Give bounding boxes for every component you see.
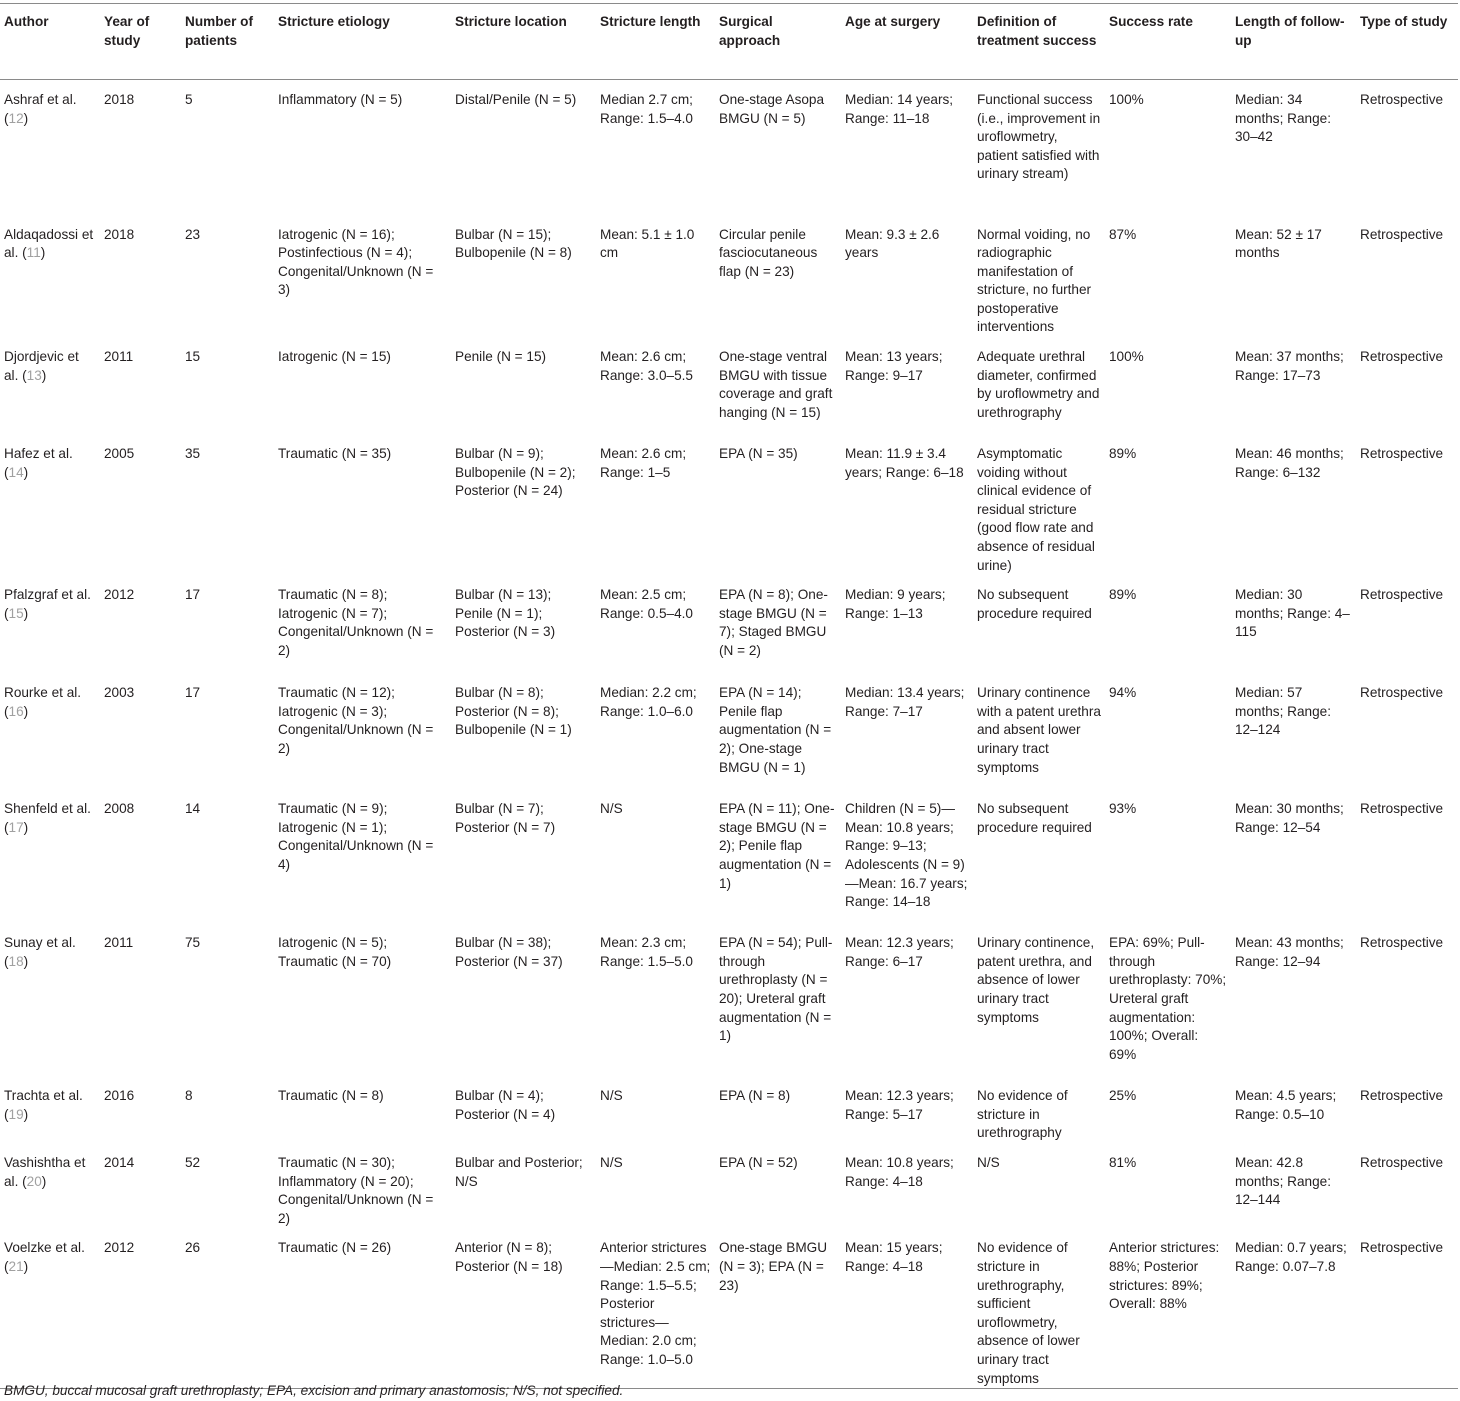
cell-location: Bulbar (N = 8); Posterior (N = 8); Bulbopenile (N = 1)	[455, 685, 572, 738]
cell-followup: Mean: 52 ± 17 months	[1235, 226, 1322, 261]
reference-link[interactable]: 16	[8, 703, 24, 719]
table-row	[0, 575, 1458, 673]
cell-age: Children (N = 5)—Mean: 10.8 years; Range: 9–13; Adolescents (N = 9)—Mean: 16.7 years; Range: 14–18	[845, 801, 968, 910]
cell-location: Bulbar (N = 4); Posterior (N = 4)	[455, 1088, 556, 1122]
cell-etiology: Traumatic (N = 30); Inflammatory (N = 20); Congenital/Unknown (N = 2)	[278, 1155, 434, 1226]
reference-link[interactable]: 13	[26, 367, 42, 383]
cell-author: Rourke et al. (16)	[4, 685, 82, 719]
cell-length: Mean: 2.3 cm; Range: 1.5–5.0	[600, 935, 693, 969]
cell-etiology: Traumatic (N = 8); Iatrogenic (N = 7); Congenital/Unknown (N = 2)	[278, 587, 434, 658]
cell-type: Retrospective	[1360, 685, 1444, 701]
cell-year: 2003	[104, 685, 135, 701]
cell-author: Trachta et al. (19)	[4, 1088, 83, 1122]
cell-length: Mean: 5.1 ± 1.0 cm	[600, 226, 695, 261]
cell-year: 2012	[104, 587, 135, 603]
table-row	[0, 337, 1458, 434]
cell-year: 2011	[104, 349, 134, 365]
col-header-type: Type of study	[1356, 4, 1458, 80]
table-row	[0, 1076, 1458, 1143]
cell-etiology: Traumatic (N = 9); Iatrogenic (N = 1); Congenital/Unknown (N = 4)	[278, 801, 434, 872]
cell-approach: EPA (N = 35)	[719, 446, 798, 462]
reference-link[interactable]: 20	[26, 1173, 42, 1189]
col-header-author: Author	[0, 4, 100, 80]
table-row	[0, 1143, 1458, 1228]
col-header-definition: Definition of treatment success	[973, 4, 1105, 80]
author-name: Djordjevic et al.	[4, 349, 79, 383]
cell-patients: 23	[185, 226, 201, 242]
cell-type: Retrospective	[1360, 935, 1444, 951]
cell-success: EPA: 69%; Pull-through urethroplasty: 70%; Ureteral graft augmentation: 100%; Overall: 69%	[1109, 935, 1227, 1062]
col-header-location: Stricture location	[451, 4, 596, 80]
author-name: Sunay et al.	[4, 935, 76, 951]
cell-definition: Functional success (i.e., improvement in uroflowmetry, patient satisfied with urinary stream)	[977, 92, 1101, 182]
cell-followup: Median: 0.7 years; Range: 0.07–7.8	[1231, 1228, 1356, 1388]
author-name: Pfalzgraf et al.	[4, 587, 91, 603]
cell-patients: 52	[185, 1155, 201, 1170]
cell-patients: 35	[185, 446, 201, 462]
cell-age: Mean: 9.3 ± 2.6 years	[845, 226, 940, 261]
cell-success: 25%	[1109, 1088, 1137, 1104]
cell-location: Distal/Penile (N = 5)	[455, 92, 577, 107]
cell-patients: 5	[185, 92, 193, 107]
cell-length: Median: 2.2 cm; Range: 1.0–6.0	[600, 685, 697, 719]
cell-patients: 15	[185, 349, 201, 365]
cell-year: 2014	[104, 1155, 135, 1170]
col-header-patients: Number of patients	[181, 4, 274, 80]
cell-patients: 26	[181, 1228, 274, 1388]
cell-patients: 8	[185, 1088, 193, 1104]
cell-definition: N/S	[977, 1155, 1000, 1170]
cell-type: Retrospective	[1360, 587, 1444, 603]
reference-link[interactable]: 12	[8, 110, 24, 126]
cell-year: 2011	[104, 935, 134, 951]
cell-followup: Median: 57 months; Range: 12–124	[1235, 685, 1331, 738]
table-row	[0, 215, 1458, 338]
cell-year: 2005	[104, 446, 135, 462]
cell-length: Anterior strictures—Median: 2.5 cm; Range: 1.5–5.5; Posterior strictures—Median: 2.0 cm; Range: 1.0–5.0	[596, 1228, 715, 1388]
cell-location: Bulbar (N = 9); Bulbopenile (N = 2); Posterior (N = 24)	[455, 446, 576, 499]
table-row	[0, 1228, 1458, 1388]
cell-definition: Asymptomatic voiding without clinical evidence of residual stricture (good flow rate and absence of residual urine)	[977, 446, 1095, 573]
cell-year: 2018	[104, 92, 135, 107]
cell-year: 2018	[104, 226, 135, 242]
reference-link[interactable]: 18	[8, 953, 24, 969]
cell-success: 100%	[1109, 349, 1144, 365]
table-row	[0, 789, 1458, 923]
author-name: Hafez et al.	[4, 446, 73, 462]
cell-success: 94%	[1109, 685, 1137, 701]
cell-approach: Circular penile fasciocutaneous flap (N = 23)	[719, 226, 818, 279]
cell-author: Sunay et al. (18)	[4, 935, 76, 969]
cell-followup: Mean: 46 months; Range: 6–132	[1235, 446, 1344, 480]
cell-success: 100%	[1109, 92, 1144, 107]
cell-approach: One-stage ventral BMGU with tissue coverage and graft hanging (N = 15)	[719, 349, 833, 420]
cell-author: Vashishtha et al. (20)	[4, 1155, 86, 1189]
cell-approach: EPA (N = 54); Pull-through urethroplasty (N = 20); Ureteral graft augmentation (N = 1)	[719, 935, 833, 1044]
cell-location: Bulbar and Posterior; N/S	[455, 1155, 583, 1189]
cell-approach: EPA (N = 8)	[719, 1088, 791, 1104]
cell-etiology: Traumatic (N = 26)	[274, 1228, 451, 1388]
table-footnote: BMGU, buccal mucosal graft urethroplasty; EPA, excision and primary anastomosis; N/S, not specified.	[4, 1383, 624, 1398]
cell-age: Mean: 10.8 years; Range: 4–18	[845, 1155, 954, 1189]
cell-type: Retrospective	[1360, 226, 1444, 242]
cell-approach: EPA (N = 52)	[719, 1155, 798, 1170]
reference-link[interactable]: 17	[8, 819, 24, 835]
cell-etiology: Iatrogenic (N = 16); Postinfectious (N = 4); Congenital/Unknown (N = 3)	[278, 226, 434, 298]
cell-patients: 17	[185, 587, 201, 603]
cell-definition: Urinary continence, patent urethra, and absence of lower urinary tract symptoms	[977, 935, 1095, 1025]
author-name: Aldaqadossi et al.	[4, 226, 94, 261]
cell-age: Mean: 15 years; Range: 4–18	[841, 1228, 973, 1388]
cell-author: Djordjevic et al. (13)	[4, 349, 79, 383]
cell-age: Median: 13.4 years; Range: 7–17	[845, 685, 965, 719]
cell-length: Mean: 2.5 cm; Range: 0.5–4.0	[600, 587, 693, 621]
cell-type: Retrospective	[1360, 92, 1444, 107]
cell-etiology: Traumatic (N = 8)	[278, 1088, 384, 1104]
cell-success: 89%	[1109, 446, 1137, 462]
cell-followup: Mean: 37 months; Range: 17–73	[1235, 349, 1344, 383]
cell-age: Median: 9 years; Range: 1–13	[845, 587, 946, 621]
cell-approach: EPA (N = 11); One-stage BMGU (N = 2); Penile flap augmentation (N = 1)	[719, 801, 835, 891]
author-name: Trachta et al.	[4, 1088, 83, 1104]
cell-definition: Normal voiding, no radiographic manifestation of stricture, no further postoperative interventions	[977, 226, 1092, 335]
cell-etiology: Iatrogenic (N = 15)	[278, 349, 391, 365]
col-header-approach: Surgical approach	[715, 4, 841, 80]
cell-patients: 17	[185, 685, 201, 701]
cell-age: Mean: 12.3 years; Range: 6–17	[845, 935, 954, 969]
col-header-length: Stricture length	[596, 4, 715, 80]
cell-followup: Median: 30 months; Range: 4–115	[1235, 587, 1350, 640]
cell-approach: EPA (N = 14); Penile flap augmentation (N = 2); One-stage BMGU (N = 1)	[719, 685, 832, 775]
cell-definition: No subsequent procedure required	[977, 587, 1092, 621]
reference-link[interactable]: 15	[8, 605, 24, 621]
table-row	[0, 80, 1458, 215]
cell-followup: Mean: 43 months; Range: 12–94	[1235, 935, 1344, 969]
cell-success: 89%	[1109, 587, 1137, 603]
cell-success: 81%	[1109, 1155, 1137, 1170]
col-header-year: Year of study	[100, 4, 181, 80]
col-header-success: Success rate	[1105, 4, 1231, 80]
reference-link[interactable]: 21	[8, 1258, 24, 1274]
cell-followup: Mean: 4.5 years; Range: 0.5–10	[1235, 1088, 1337, 1122]
cell-type: Retrospective	[1360, 801, 1444, 817]
cell-author: Ashraf et al. (12)	[4, 92, 77, 126]
cell-location: Anterior (N = 8); Posterior (N = 18)	[451, 1228, 596, 1388]
cell-approach: EPA (N = 8); One-stage BMGU (N = 7); Staged BMGU (N = 2)	[719, 587, 828, 658]
cell-year: 2016	[104, 1088, 135, 1104]
cell-age: Median: 14 years; Range: 11–18	[845, 92, 954, 126]
cell-length: Mean: 2.6 cm; Range: 3.0–5.5	[600, 349, 693, 383]
cell-etiology: Iatrogenic (N = 5); Traumatic (N = 70)	[278, 935, 392, 969]
author-name: Shenfeld et al.	[4, 801, 91, 817]
table-row	[0, 673, 1458, 789]
cell-length: N/S	[600, 1155, 623, 1170]
cell-definition: No evidence of stricture in urethrography	[977, 1088, 1068, 1141]
cell-success: Anterior strictures: 88%; Posterior strictures: 89%; Overall: 88%	[1105, 1228, 1231, 1388]
cell-author: Voelzke et al. (21)	[0, 1228, 100, 1388]
cell-year: 2008	[104, 801, 135, 817]
cell-author: Pfalzgraf et al. (15)	[4, 587, 91, 621]
cell-location: Penile (N = 15)	[455, 349, 547, 365]
cell-length: N/S	[600, 1088, 623, 1104]
cell-type: Retrospective	[1356, 1228, 1458, 1388]
cell-type: Retrospective	[1360, 446, 1444, 462]
cell-author: Aldaqadossi et al. (11)	[4, 226, 94, 261]
col-header-age: Age at surgery	[841, 4, 973, 80]
table-row	[0, 923, 1458, 1076]
cell-location: Bulbar (N = 15); Bulbopenile (N = 8)	[455, 226, 572, 261]
cell-age: Mean: 11.9 ± 3.4 years; Range: 6–18	[845, 446, 964, 480]
cell-approach: One-stage BMGU (N = 3); EPA (N = 23)	[715, 1228, 841, 1388]
cell-patients: 14	[185, 801, 201, 817]
cell-followup: Median: 34 months; Range: 30–42	[1235, 92, 1331, 145]
cell-author: Shenfeld et al. (17)	[4, 801, 91, 835]
cell-success: 93%	[1109, 801, 1137, 817]
cell-type: Retrospective	[1360, 1088, 1444, 1104]
reference-link[interactable]: 11	[26, 245, 41, 261]
cell-patients: 75	[185, 935, 201, 951]
author-name: Ashraf et al.	[4, 92, 77, 107]
author-name: Voelzke et al.	[4, 1240, 85, 1256]
studies-table	[0, 3, 1458, 1389]
cell-age: Mean: 12.3 years; Range: 5–17	[845, 1088, 954, 1122]
cell-location: Bulbar (N = 7); Posterior (N = 7)	[455, 801, 556, 835]
cell-definition: Urinary continence with a patent urethra and absent lower urinary tract symptoms	[977, 685, 1101, 775]
cell-length: Median 2.7 cm; Range: 1.5–4.0	[600, 92, 693, 126]
cell-followup: Mean: 42.8 months; Range: 12–144	[1235, 1155, 1331, 1208]
cell-approach: One-stage Asopa BMGU (N = 5)	[719, 92, 825, 126]
header-row	[0, 4, 1458, 80]
cell-length: Mean: 2.6 cm; Range: 1–5	[600, 446, 687, 480]
cell-year: 2012	[100, 1228, 181, 1388]
cell-age: Mean: 13 years; Range: 9–17	[845, 349, 943, 383]
col-header-followup: Length of follow-up	[1231, 4, 1356, 80]
cell-type: Retrospective	[1360, 349, 1444, 365]
cell-definition: Adequate urethral diameter, confirmed by uroflowmetry and urethrography	[977, 349, 1100, 420]
cell-definition: No evidence of stricture in urethrography, sufficient uroflowmetry, absence of lower urinary tract symptoms	[973, 1228, 1105, 1388]
reference-link[interactable]: 19	[8, 1106, 24, 1122]
reference-link[interactable]: 14	[8, 464, 24, 480]
author-name: Rourke et al.	[4, 685, 82, 701]
cell-etiology: Traumatic (N = 12); Iatrogenic (N = 3); Congenital/Unknown (N = 2)	[278, 685, 434, 756]
table-row	[0, 434, 1458, 575]
author-name: Vashishtha et al.	[4, 1155, 86, 1189]
cell-definition: No subsequent procedure required	[977, 801, 1092, 835]
cell-etiology: Inflammatory (N = 5)	[278, 92, 403, 107]
cell-location: Bulbar (N = 38); Posterior (N = 37)	[455, 935, 563, 969]
cell-length: N/S	[600, 801, 623, 817]
cell-success: 87%	[1109, 226, 1137, 242]
col-header-etiology: Stricture etiology	[274, 4, 451, 80]
cell-author: Hafez et al. (14)	[4, 446, 73, 480]
cell-etiology: Traumatic (N = 35)	[278, 446, 392, 462]
cell-location: Bulbar (N = 13); Penile (N = 1); Posterior (N = 3)	[455, 587, 556, 640]
cell-type: Retrospective	[1360, 1155, 1444, 1170]
cell-followup: Mean: 30 months; Range: 12–54	[1235, 801, 1344, 835]
